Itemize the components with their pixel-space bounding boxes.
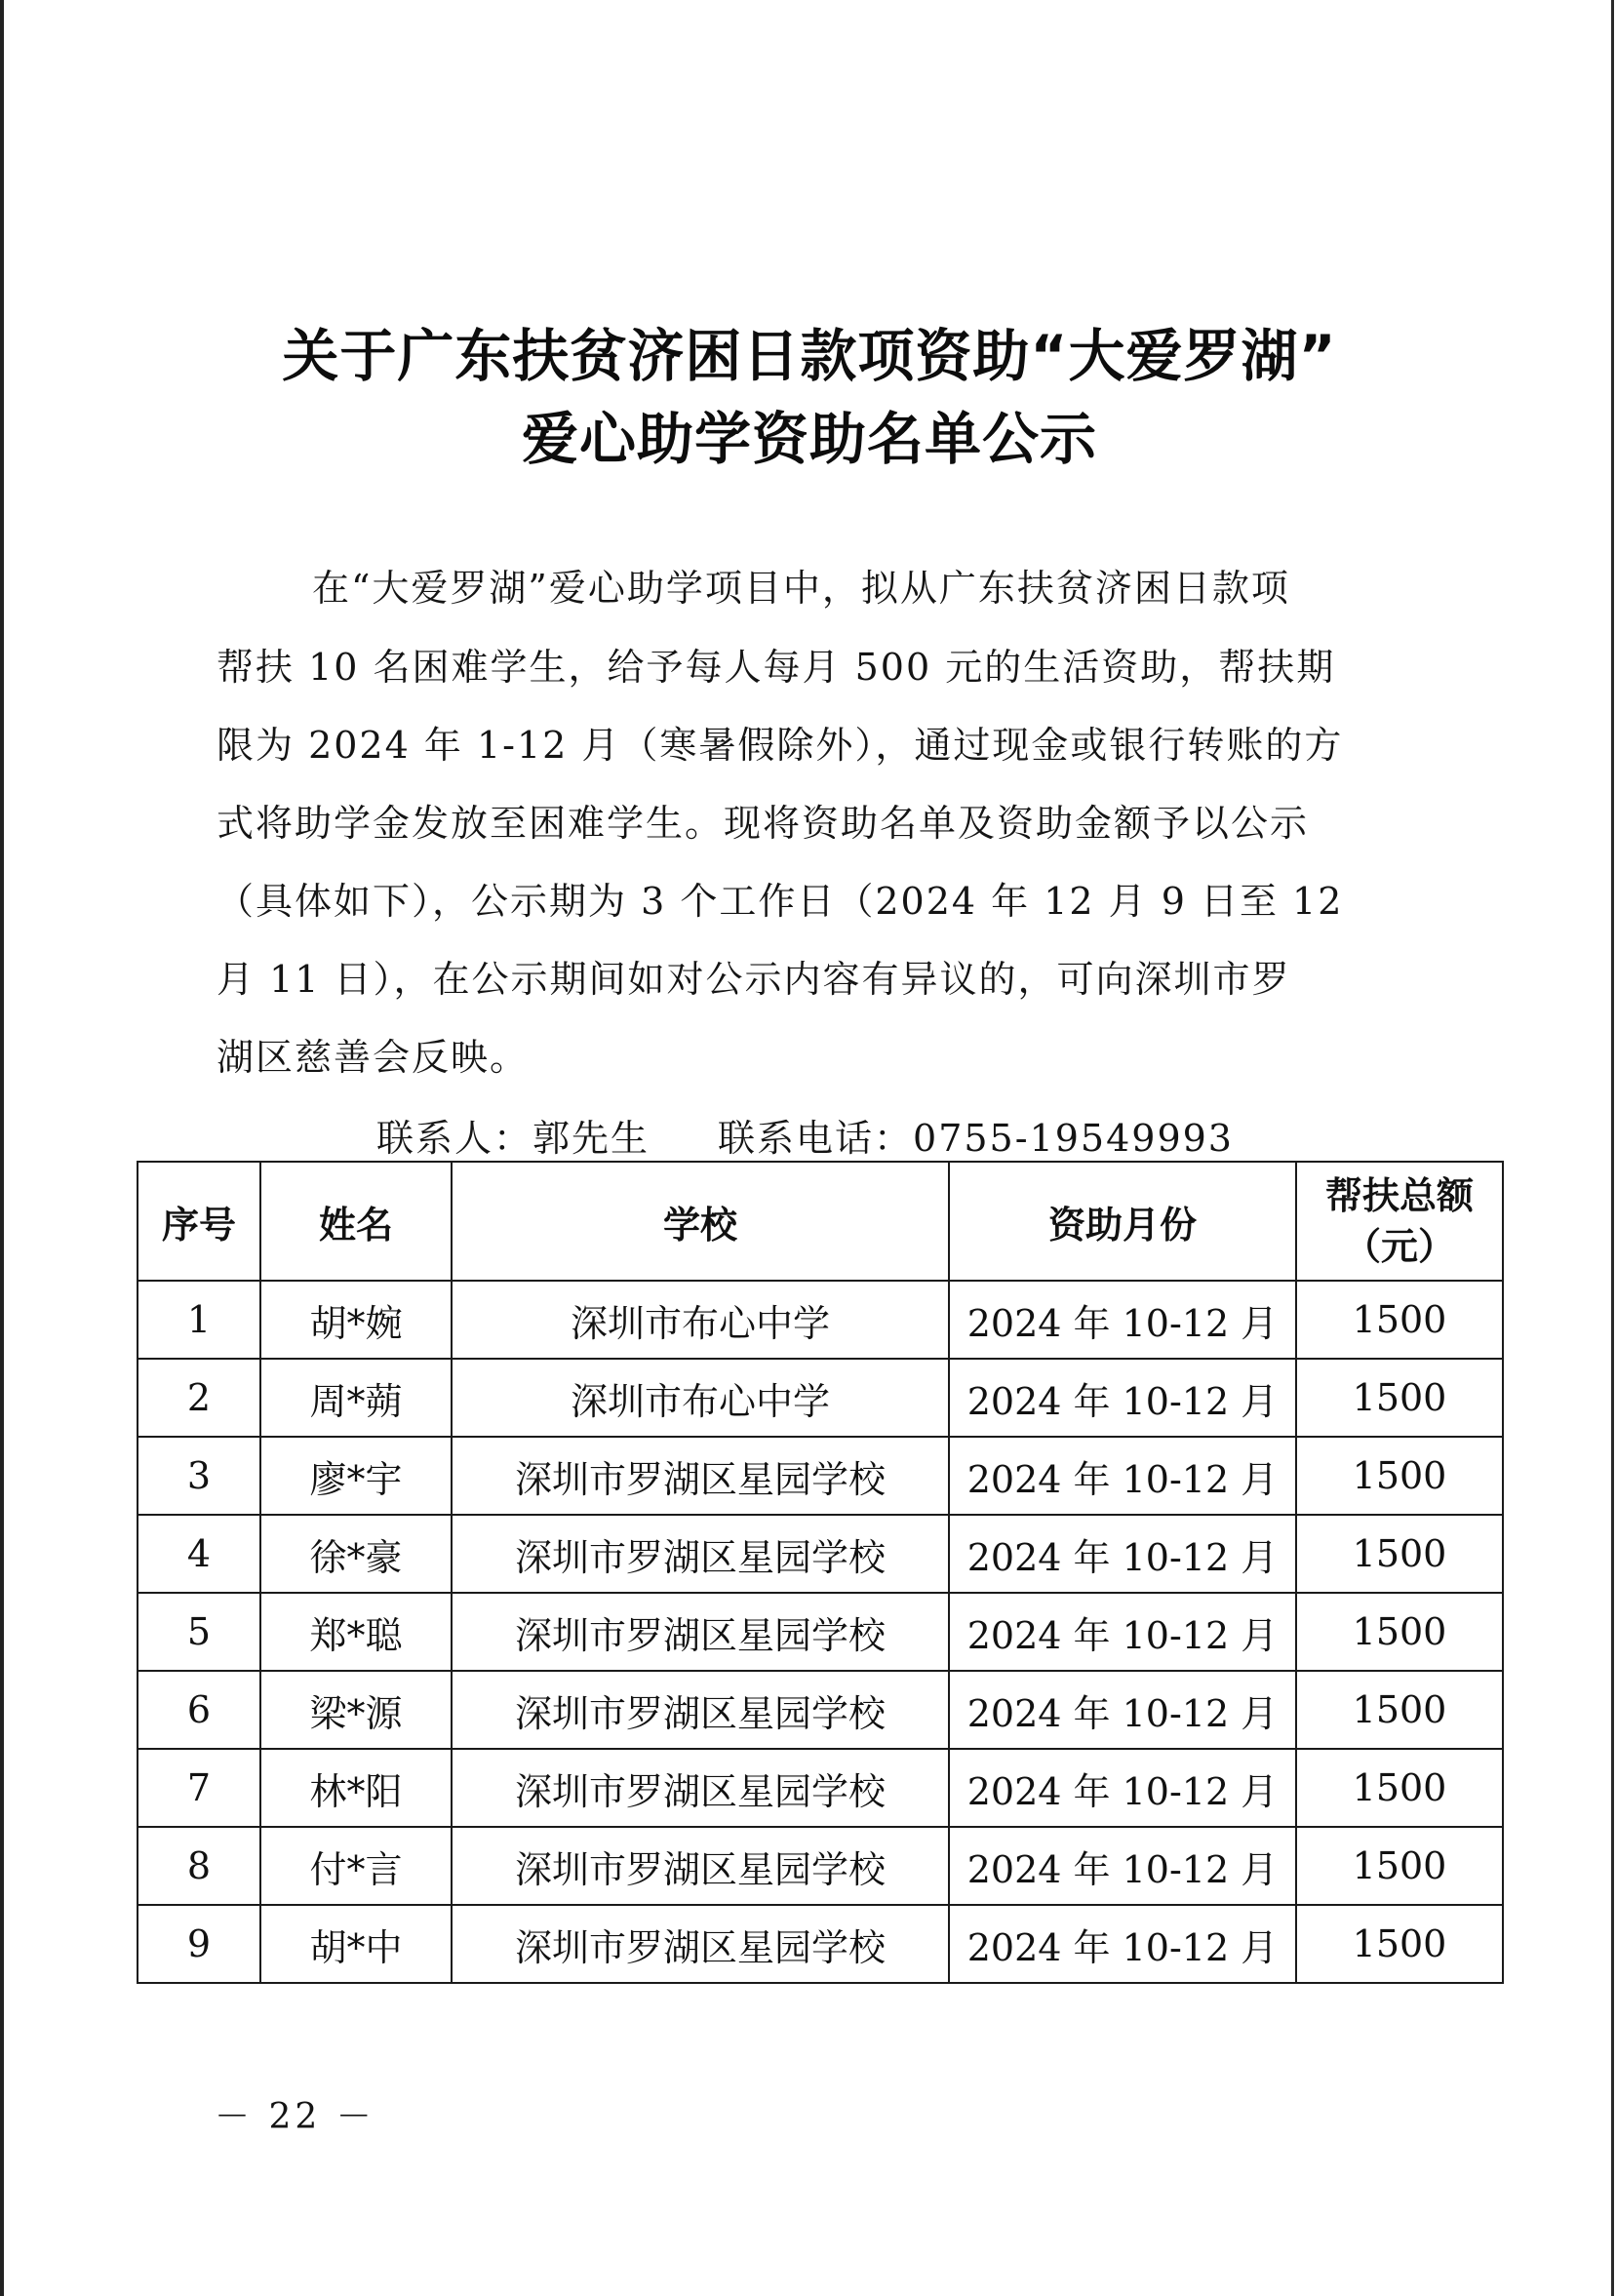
cell-school: 深圳市罗湖区星园学校	[452, 1671, 949, 1749]
cell-amount: 1500	[1296, 1905, 1503, 1983]
header-months: 资助月份	[949, 1162, 1296, 1281]
cell-index: 4	[138, 1515, 260, 1593]
contact-line	[376, 1108, 1234, 1162]
cell-school: 深圳市罗湖区星园学校	[452, 1905, 949, 1983]
page-number: － 22 －	[215, 2097, 375, 2137]
cell-name: 胡*婉	[260, 1281, 452, 1359]
cell-name: 徐*豪	[260, 1515, 452, 1593]
cell-index: 1	[138, 1281, 260, 1359]
cell-school: 深圳市罗湖区星园学校	[452, 1593, 949, 1671]
header-school: 学校	[452, 1162, 949, 1281]
cell-name: 梁*源	[260, 1671, 452, 1749]
table-row	[138, 1515, 1503, 1593]
cell-name: 周*蒴	[260, 1359, 452, 1437]
table-row	[138, 1281, 1503, 1359]
cell-amount: 1500	[1296, 1437, 1503, 1515]
table-row	[138, 1593, 1503, 1671]
cell-index: 2	[138, 1359, 260, 1437]
cell-amount: 1500	[1296, 1593, 1503, 1671]
header-index: 序号	[138, 1162, 260, 1281]
aid-recipient-table	[137, 1161, 1504, 1984]
scan-border-left	[0, 0, 4, 2296]
body-line-7: 湖区慈善会反映。	[217, 1036, 530, 1079]
cell-school: 深圳市布心中学	[452, 1281, 949, 1359]
cell-amount: 1500	[1296, 1749, 1503, 1827]
document-title-line-2: 爱心助学资助名单公示	[521, 406, 1097, 472]
cell-amount: 1500	[1296, 1827, 1503, 1905]
table-row	[138, 1905, 1503, 1983]
table-row	[138, 1671, 1503, 1749]
cell-name: 廖*宇	[260, 1437, 452, 1515]
body-line-6: 月 11 日），在公示期间如对公示内容有异议的，可向深圳市罗	[217, 958, 1291, 1001]
cell-name: 付*言	[260, 1827, 452, 1905]
table-row	[138, 1437, 1503, 1515]
cell-school: 深圳市布心中学	[452, 1359, 949, 1437]
cell-school: 深圳市罗湖区星园学校	[452, 1437, 949, 1515]
cell-amount: 1500	[1296, 1359, 1503, 1437]
table-row	[138, 1749, 1503, 1827]
cell-months: 2024 年 10-12 月	[949, 1749, 1296, 1827]
document-title-line-1: 关于广东扶贫济困日款项资助“大爱罗湖”	[282, 323, 1337, 389]
header-name: 姓名	[260, 1162, 452, 1281]
cell-index: 7	[138, 1749, 260, 1827]
cell-school: 深圳市罗湖区星园学校	[452, 1749, 949, 1827]
cell-months: 2024 年 10-12 月	[949, 1827, 1296, 1905]
cell-school: 深圳市罗湖区星园学校	[452, 1827, 949, 1905]
table-row	[138, 1827, 1503, 1905]
cell-index: 8	[138, 1827, 260, 1905]
cell-amount: 1500	[1296, 1281, 1503, 1359]
cell-months: 2024 年 10-12 月	[949, 1905, 1296, 1983]
cell-amount: 1500	[1296, 1671, 1503, 1749]
contact-phone: 联系电话：0755-19549993	[718, 1117, 1234, 1160]
cell-name: 林*阳	[260, 1749, 452, 1827]
body-line-4: 式将助学金发放至困难学生。现将资助名单及资助金额予以公示	[217, 802, 1310, 845]
scan-border-right	[1611, 0, 1614, 2296]
cell-months: 2024 年 10-12 月	[949, 1281, 1296, 1359]
body-line-5: （具体如下），公示期为 3 个工作日（2024 年 12 月 9 日至 12	[217, 880, 1344, 923]
cell-index: 9	[138, 1905, 260, 1983]
cell-name: 郑*聪	[260, 1593, 452, 1671]
cell-months: 2024 年 10-12 月	[949, 1359, 1296, 1437]
cell-index: 5	[138, 1593, 260, 1671]
cell-name: 胡*中	[260, 1905, 452, 1983]
table-header-row	[138, 1162, 1503, 1281]
cell-months: 2024 年 10-12 月	[949, 1671, 1296, 1749]
header-amount: 帮扶总额（元）	[1296, 1162, 1503, 1281]
body-line-2: 帮扶 10 名困难学生，给予每人每月 500 元的生活资助，帮扶期	[217, 646, 1336, 689]
cell-amount: 1500	[1296, 1515, 1503, 1593]
body-line-1: 在“大爱罗湖”爱心助学项目中，拟从广东扶贫济困日款项	[312, 567, 1290, 610]
cell-months: 2024 年 10-12 月	[949, 1593, 1296, 1671]
contact-person: 联系人：郭先生	[376, 1117, 650, 1160]
body-line-3: 限为 2024 年 1-12 月（寒暑假除外），通过现金或银行转账的方	[217, 724, 1344, 767]
cell-index: 6	[138, 1671, 260, 1749]
cell-months: 2024 年 10-12 月	[949, 1437, 1296, 1515]
cell-months: 2024 年 10-12 月	[949, 1515, 1296, 1593]
cell-index: 3	[138, 1437, 260, 1515]
table-row	[138, 1359, 1503, 1437]
cell-school: 深圳市罗湖区星园学校	[452, 1515, 949, 1593]
